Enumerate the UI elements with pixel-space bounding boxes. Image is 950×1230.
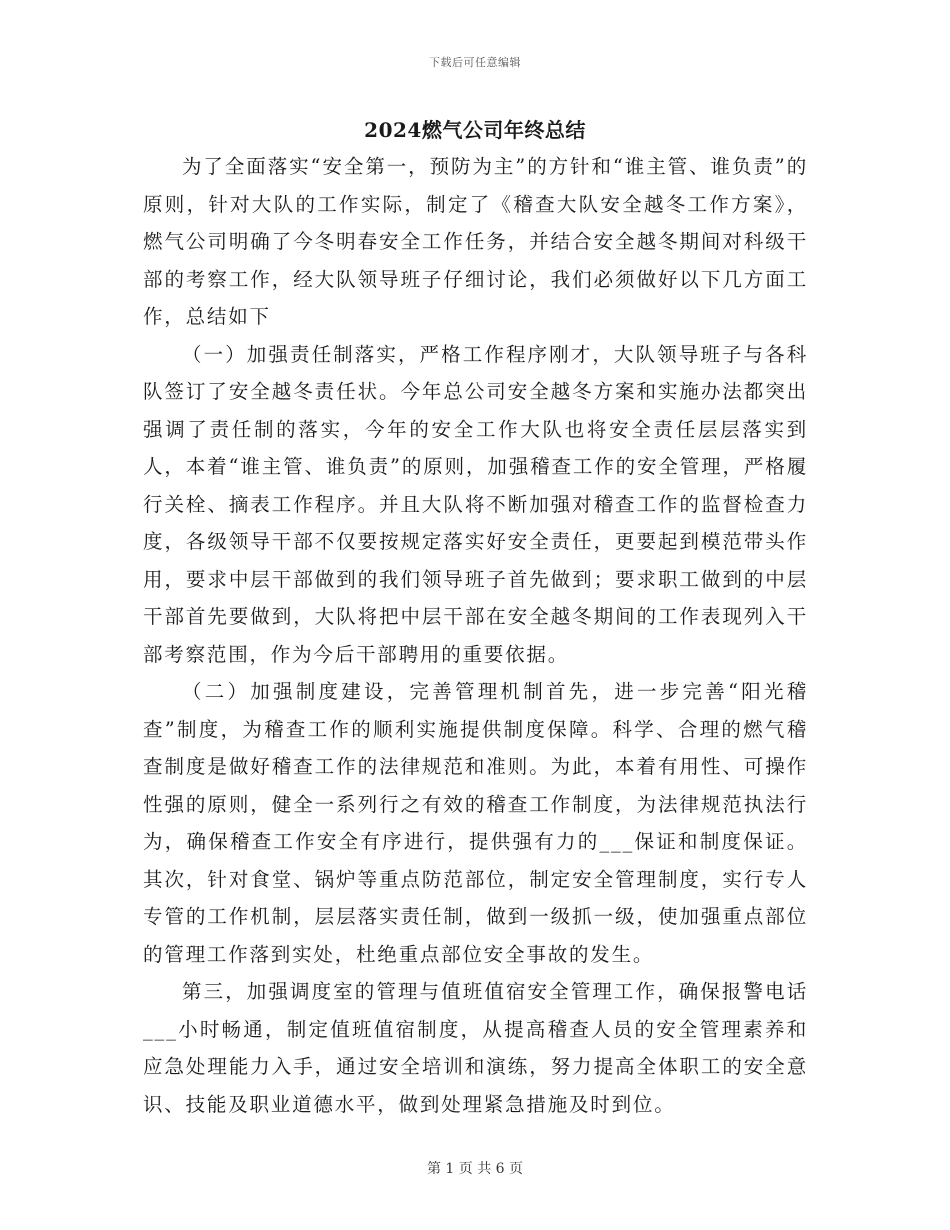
paragraph-system-building: （二）加强制度建设，完善管理机制首先，进一步完善“阳光稽查”制度，为稽查工作的顺利实施提供制度保障。科学、合理的燃气稽查制度是做好稽查工作的法律规范和准则。为此，本着有用性、可操作性强的原则，健全一系列行之有效的稽查工作制度，为法律规范执法行为，确保稽查工作安全有序进行，提供强有力的___保证和制度保证。其次，针对食堂、锅炉等重点防范部位，制定安全管理制度，实行专人专管的工作机制，层层落实责任制，做到一级抓一级，使加强重点部位的管理工作落到实处，杜绝重点部位安全事故的发生。 [143,680,808,966]
paragraph-responsibility: （一）加强责任制落实，严格工作程序刚才，大队领导班子与各科队签订了安全越冬责任状。今年总公司安全越冬方案和实施办法都突出强调了责任制的落实，今年的安全工作大队也将安全责任层层落实到人，本着“谁主管、谁负责”的原则，加强稽查工作的安全管理，严格履行关栓、摘表工作程序。并且大队将不断加强对稽查工作的监督检查力度，各级领导干部不仅要按规定落实好安全责任，更要起到模范带头作用，要求中层干部做到的我们领导班子首先做到；要求职工做到的中层干部首先要做到，大队将把中层干部在安全越冬期间的工作表现列入干部考察范围，作为今后干部聘用的重要依据。 [143,342,808,666]
page-indicator: 第 1 页 共 6 页 [426,1161,524,1177]
document-body [143,148,808,1123]
document-title: 2024燃气公司年终总结 [364,118,586,142]
paragraph-dispatch-room: 第三，加强调度室的管理与值班值宿安全管理工作，确保报警电话___小时畅通，制定值班值宿制度，从提高稽查人员的安全管理素养和应急处理能力入手，通过安全培训和演练，努力提高全体职工的安全意识、技能及职业道德水平，做到处理紧急措施及时到位。 [143,980,808,1116]
header-note: 下载后可任意编辑 [429,56,521,69]
paragraph-intro: 为了全面落实“安全第一，预防为主”的方针和“谁主管、谁负责”的原则，针对大队的工作实际，制定了《稽查大队安全越冬工作方案》，燃气公司明确了今冬明春安全工作任务，并结合安全越冬期间对科级干部的考察工作，经大队领导班子仔细讨论，我们必须做好以下几方面工作，总结如下 [143,155,808,328]
